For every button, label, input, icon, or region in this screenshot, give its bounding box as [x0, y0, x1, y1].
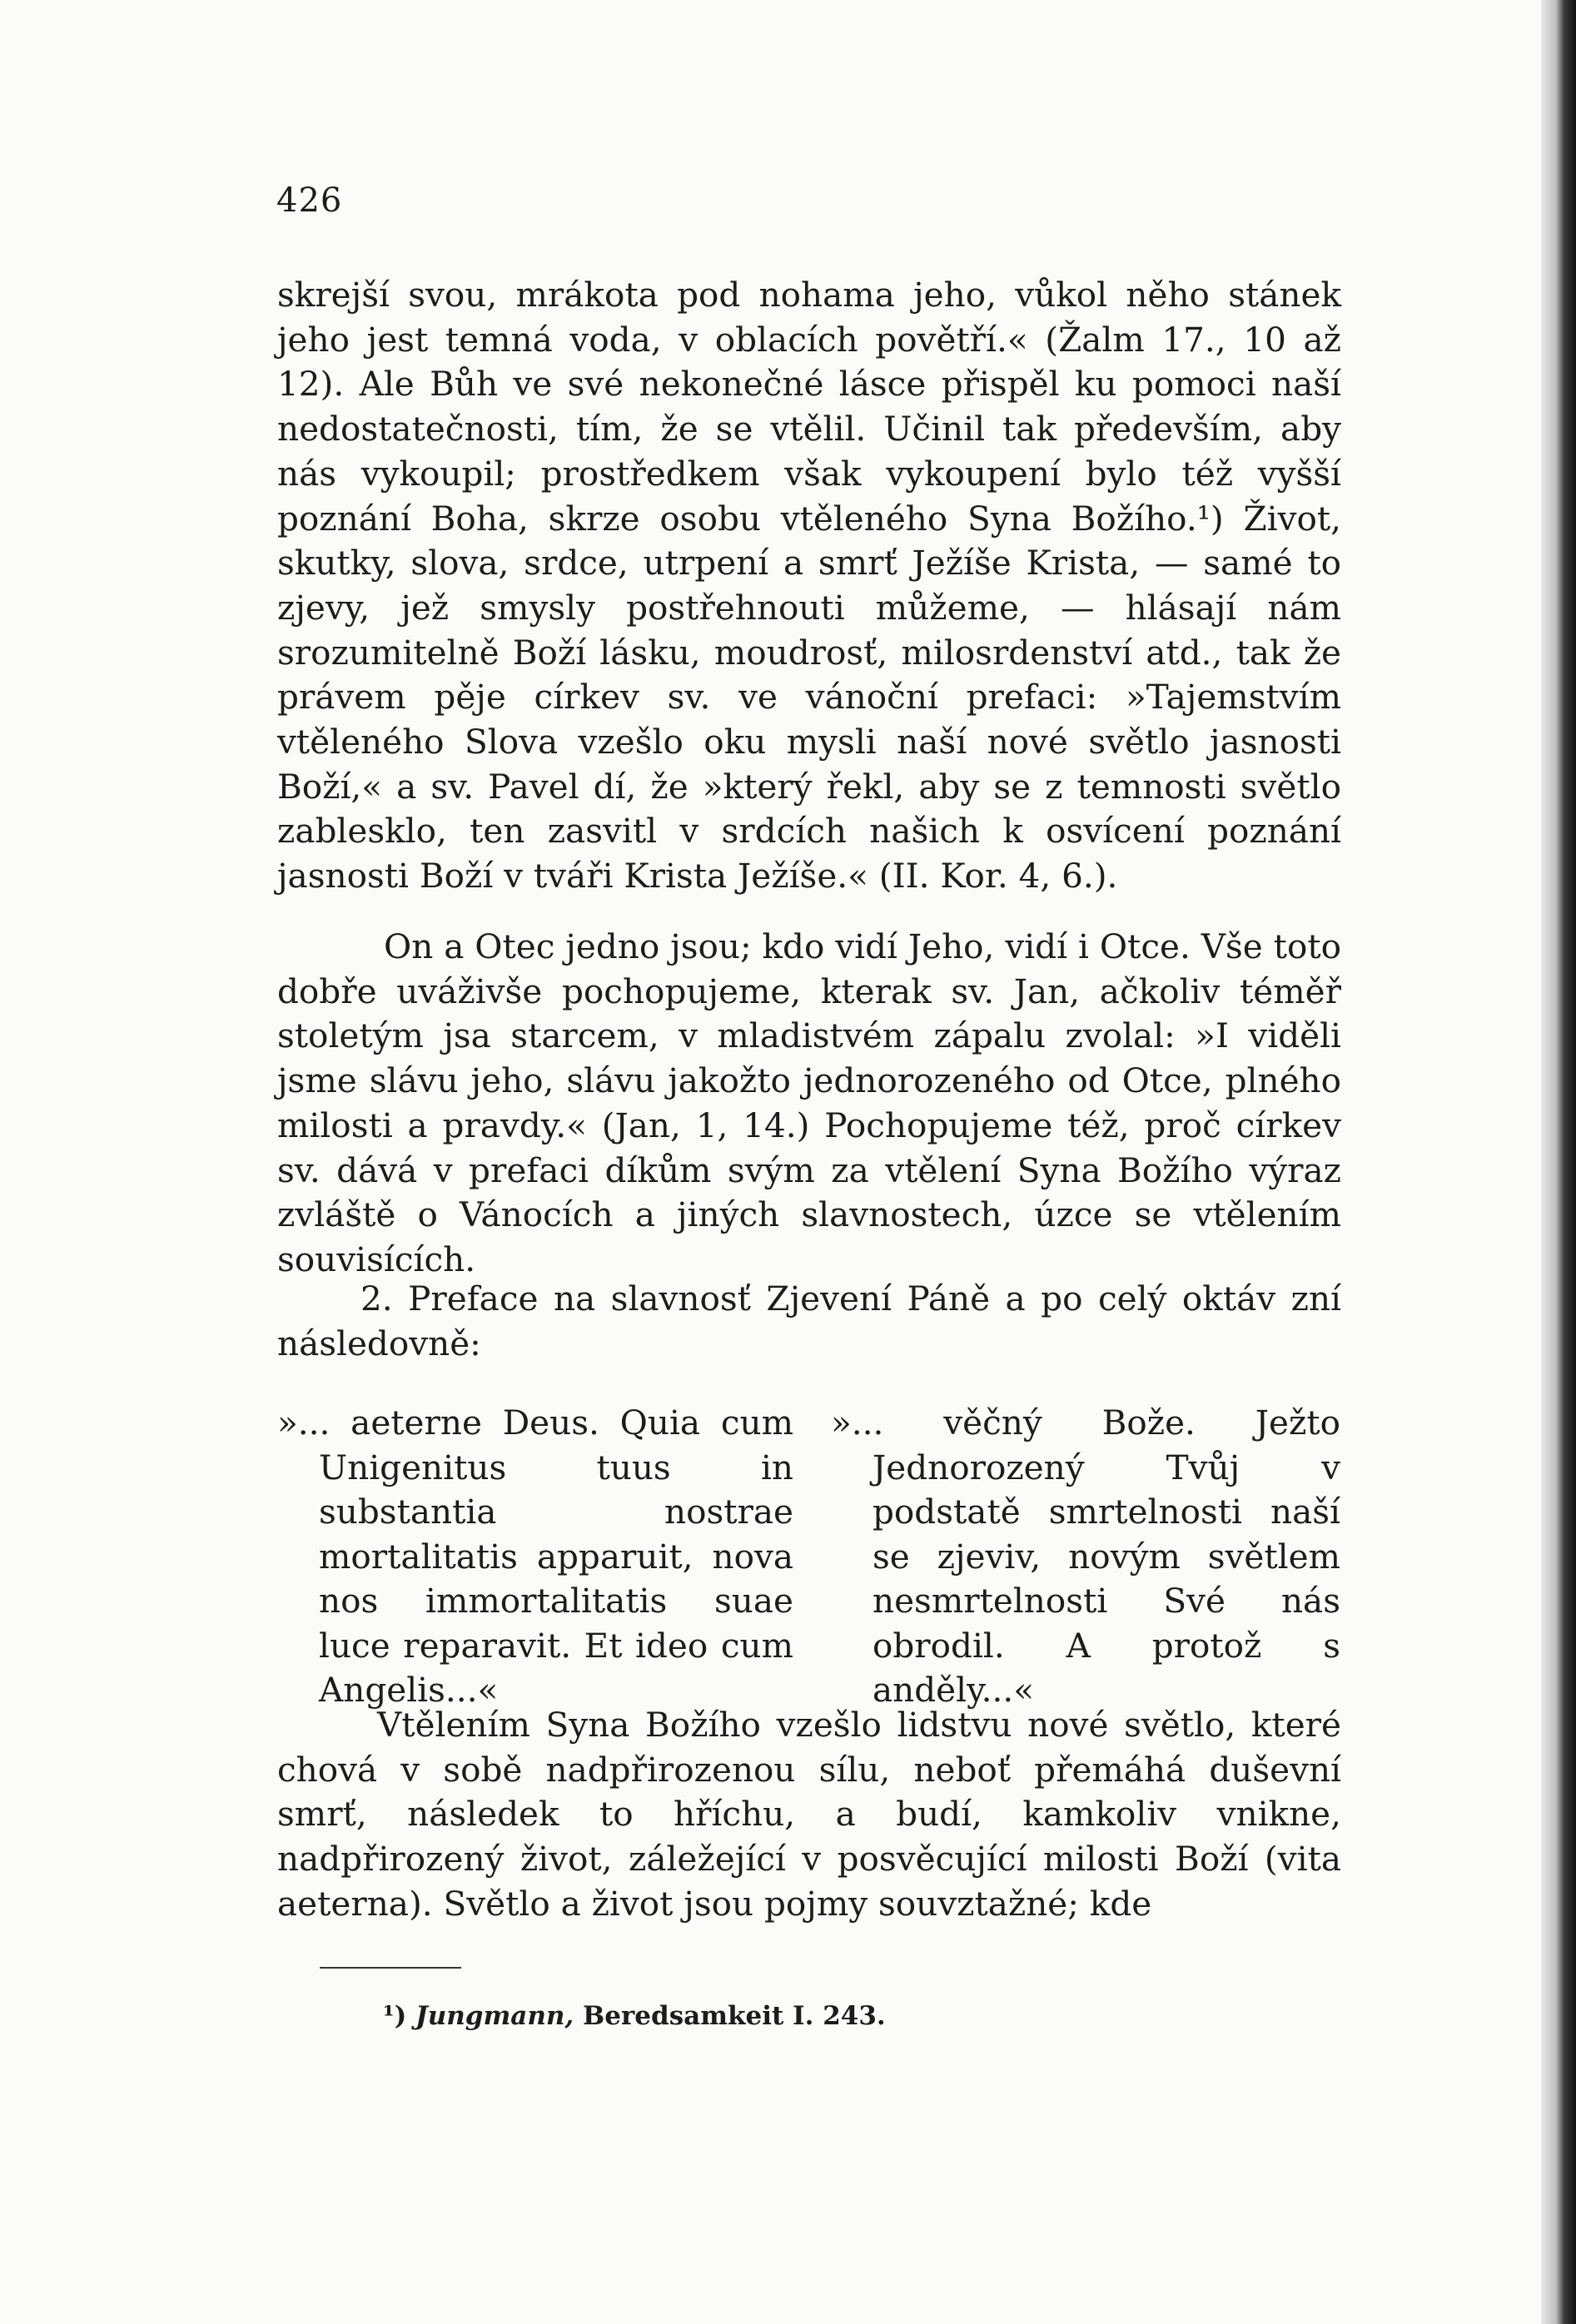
footnote-author: Jungmann,: [415, 2001, 574, 2031]
paragraph-preface-intro: 2. Preface na slavnosť Zjevení Páně a po celý oktáv zní následovně:: [277, 1279, 1341, 1363]
footnote-marker: ¹): [383, 2001, 407, 2031]
paragraph-continued: skrejší svou, mrákota pod nohama jeho, vůkol něho stánek jeho jest temná voda, v oblacích povětří.« (Žalm 17., 10 až 12). Ale Bůh ve své nekonečné lásce přispěl ku pomoci naší nedostatečnosti, tím, že se vtělil. Učinil tak především, aby nás vykoupil; prostředkem však vykoupení bylo též vyšší poznání Boha, skrze osobu vtěleného Syna Božího.¹) Život, skutky, slova, srdce, utrpení a smrť Ježíše Krista, — samé to zjevy, jež smysly postřehnouti můžeme, — hlásají nám srozumitelně Boží lásku, moudrosť, milosrdenství atd., tak že právem pěje církev sv. ve vánoční prefaci: »Tajemstvím vtěleného Slova vzešlo oku mysli naší nové světlo jasnosti Boží,« a sv. Pavel dí, že »který řekl, aby se z temnosti světlo zablesklo, ten zasvitl v srdcích našich k osvícení poznání jasnosti Boží v tváři Krista Ježíše.« (II. Kor. 4, 6.).: [277, 275, 1341, 896]
page-edge-shadow: [1541, 0, 1576, 2324]
paragraph-closing: Vtělením Syna Božího vzešlo lidstvu nové světlo, které chová v sobě nadpřirozenou sílu, neboť přemáhá duševní smrť, následek to hříchu, a budí, kamkoliv vnikne, nadpřirozený život, záležející v posvěcující milosti Boží (vita aeterna). Světlo a život jsou pojmy souvztažné; kde: [277, 1705, 1341, 1924]
footnote-rule: [320, 1967, 461, 1969]
paragraph-otec: On a Otec jedno jsou; kdo vidí Jeho, vidí i Otce. Vše toto dobře uváživše pochopujeme, kterak sv. Jan, ačkoliv téměř stoletým jsa starcem, v mladistvém zápalu zvolal: »I viděli jsme slávu jeho, slávu jakožto jednorozeného od Otce, plného milosti a pravdy.« (Jan, 1, 14.) Pochopujeme též, proč církev sv. dává v prefaci díkům svým za vtělení Syna Božího výraz zvláště o Vánocích a jiných slavnostech, úzce se vtělením souvisících.: [277, 926, 1341, 1279]
footnote: [383, 1999, 886, 2033]
page-number: 426: [276, 181, 343, 220]
preface-latin-column: »... aeterne Deus. Quia cum Unigenitus tuus in substantia nostrae mortalitatis apparuit, nova nos immortalitatis suae luce reparavit. Et ideo cum Angelis...«: [277, 1403, 793, 1710]
preface-czech-column: »... věčný Bože. Ježto Jednorozený Tvůj v podstatě smrtelnosti naší se zjeviv, novým světlem nesmrtelnosti Své nás obrodil. A protož s anděly...«: [831, 1403, 1340, 1710]
footnote-work: Beredsamkeit I. 243.: [583, 2001, 886, 2031]
